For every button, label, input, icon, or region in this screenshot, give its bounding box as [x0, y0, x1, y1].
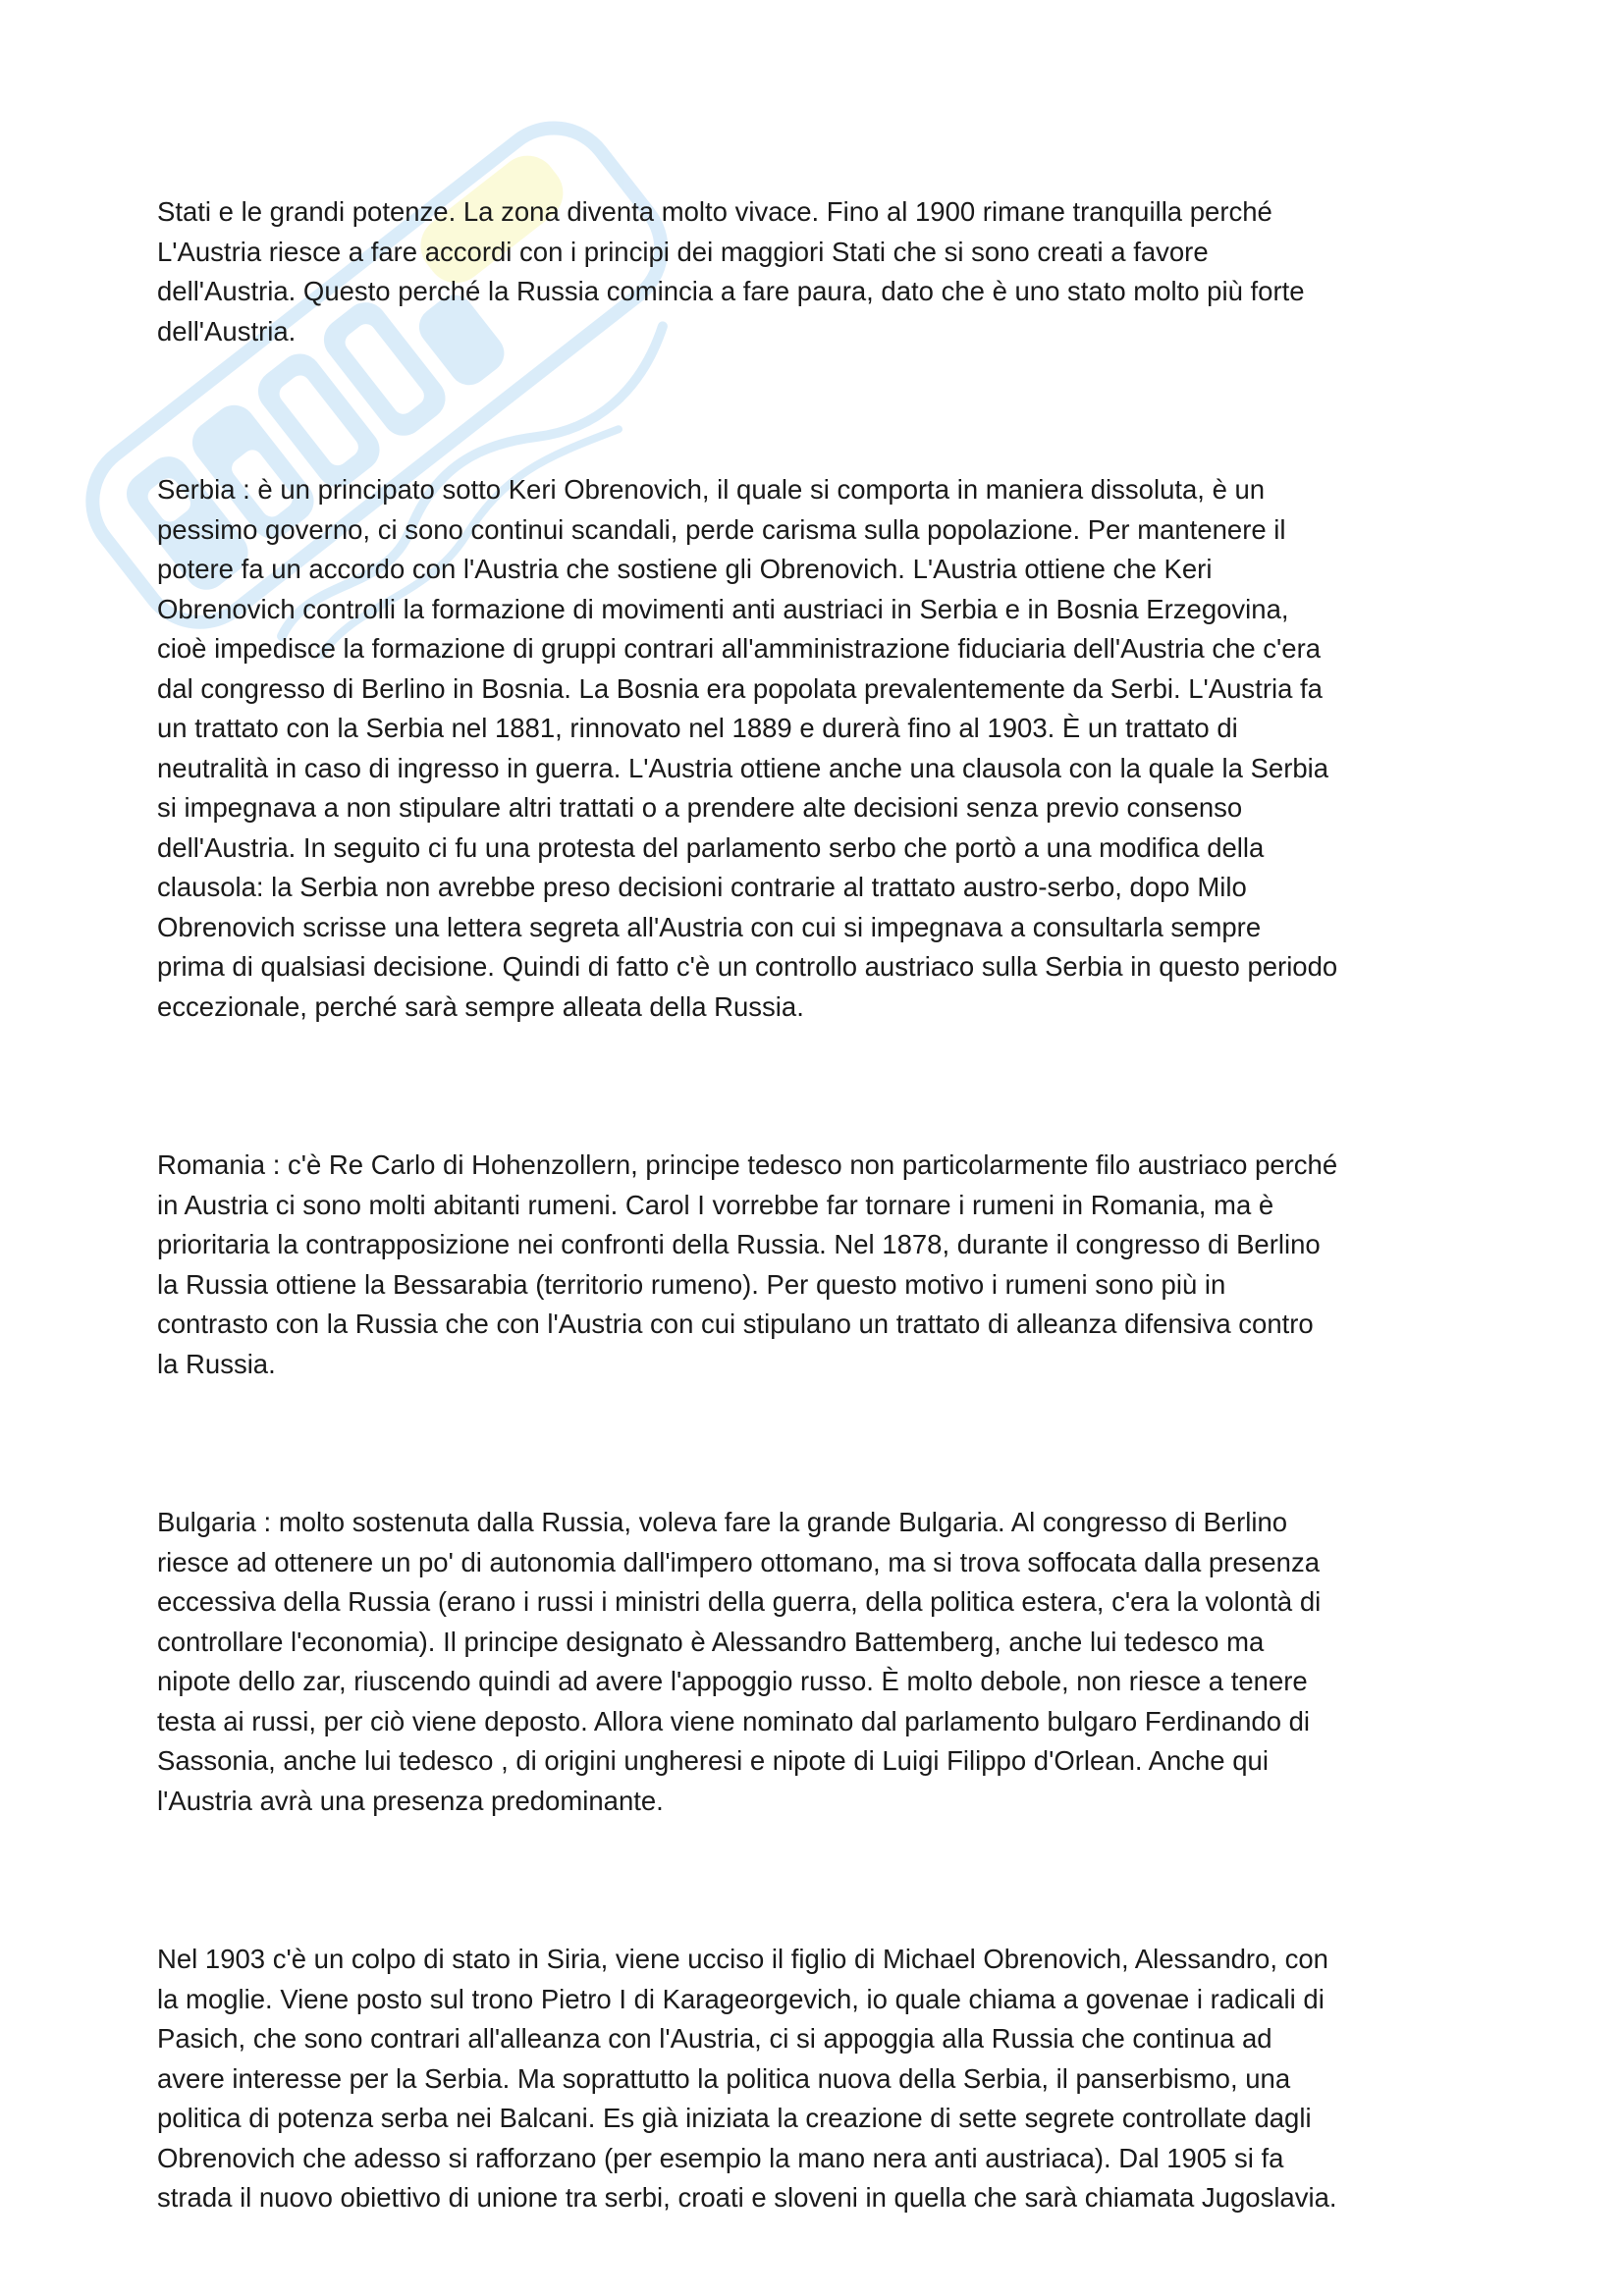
text-line: Romania : c'è Re Carlo di Hohenzollern, principe tedesco non particolarmente filo austriaco perché	[157, 1149, 1338, 1180]
text-line: Obrenovich che adesso si rafforzano (per esempio la mano nera anti austriaca). Dal 1905 si fa	[157, 2142, 1284, 2173]
text-line: dell'Austria. In seguito ci fu una protesta del parlamento serbo che portò a una modifica della	[157, 831, 1265, 863]
text-line: L'Austria riesce a fare accordi con i principi dei maggiori Stati che si sono creati a favore	[157, 236, 1209, 267]
text-line: Pasich, che sono contrari all'alleanza con l'Austria, ci si appoggia alla Russia che continua ad	[157, 2023, 1272, 2054]
text-line: dal congresso di Berlino in Bosnia. La Bosnia era popolata prevalentemente da Serbi. L'Austria fa	[157, 672, 1323, 704]
text-line: politica di potenza serba nei Balcani. Es già iniziata la creazione di sette segrete controllate dagli	[157, 2103, 1312, 2133]
text-line: l'Austria avrà una presenza predominante.	[157, 1785, 664, 1816]
text-line: pessimo governo, ci sono continui scandali, perde carisma sulla popolazione. Per mantenere il	[157, 513, 1286, 545]
text-line: nipote dello zar, riuscendo quindi ad avere l'appoggio russo. È molto debole, non riesce a tenere	[157, 1666, 1308, 1696]
text-line: Obrenovich scrisse una lettera segreta all'Austria con cui si impegnava a consultarla sempre	[157, 911, 1262, 942]
text-line: neutralità in caso di ingresso in guerra. L'Austria ottiene anche una clausola con la quale la Serbia	[157, 752, 1329, 783]
paragraph-spacer	[157, 1384, 1483, 1503]
text-line: Serbia : è un principato sotto Keri Obrenovich, il quale si comporta in maniera dissoluta, è un	[157, 474, 1266, 505]
paragraph-spacer	[157, 1027, 1483, 1146]
text-line: dell'Austria.	[157, 315, 297, 347]
text-line: Obrenovich controlli la formazione di movimenti anti austriaci in Serbia e in Bosnia Erzegovina,	[157, 593, 1289, 624]
paragraph-coup-1903	[157, 1940, 1483, 2218]
text-line: eccessiva della Russia (erano i russi i ministri della guerra, della politica estera, c'era la volontà di	[157, 1586, 1322, 1617]
text-line: strada il nuovo obiettivo di unione tra serbi, croati e sloveni in quella che sarà chiamata Jugoslavia.	[157, 2182, 1337, 2213]
text-line: Stati e le grandi potenze. La zona diventa molto vivace. Fino al 1900 rimane tranquilla perché	[157, 196, 1272, 227]
text-line: la Russia.	[157, 1348, 276, 1379]
text-line: clausola: la Serbia non avrebbe preso decisioni contrarie al trattato austro-serbo, dopo Milo	[157, 872, 1247, 902]
text-line: Nel 1903 c'è un colpo di stato in Siria, viene ucciso il figlio di Michael Obrenovich, Alessandro, con	[157, 1944, 1328, 1974]
text-line: Bulgaria : molto sostenuta dalla Russia, voleva fare la grande Bulgaria. Al congresso di Berlino	[157, 1507, 1288, 1537]
text-line: eccezionale, perché sarà sempre alleata della Russia.	[157, 990, 804, 1022]
text-line: prioritaria la contrapposizione nei confronti della Russia. Nel 1878, durante il congresso di Berlino	[157, 1229, 1321, 1259]
text-line: riesce ad ottenere un po' di autonomia dall'impero ottomano, ma si trova soffocata dalla presenza	[157, 1546, 1321, 1577]
text-line: controllare l'economia). Il principe designato è Alessandro Battemberg, anche lui tedesco ma	[157, 1626, 1265, 1657]
paragraph-serbia	[157, 470, 1483, 1027]
text-line: si impegnava a non stipulare altri trattati o a prendere alte decisioni senza previo consenso	[157, 792, 1243, 823]
paragraph-bulgaria	[157, 1503, 1483, 1821]
text-line: Sassonia, anche lui tedesco , di origini ungheresi e nipote di Luigi Filippo d'Orlean. Anche qui	[157, 1745, 1269, 1776]
text-line: cioè impedisce la formazione di gruppi contrari all'amministrazione fiduciaria dell'Austria che c'era	[157, 633, 1322, 664]
paragraph-spacer	[157, 1821, 1483, 1940]
text-line: un trattato con la Serbia nel 1881, rinnovato nel 1889 e durerà fino al 1903. È un trattato di	[157, 713, 1238, 743]
paragraph-intro	[157, 192, 1483, 351]
text-line: dell'Austria. Questo perché la Russia comincia a fare paura, dato che è uno stato molto più forte	[157, 276, 1305, 306]
text-line: avere interesse per la Serbia. Ma soprattutto la politica nuova della Serbia, il panserbismo, una	[157, 2062, 1291, 2094]
document-body	[157, 192, 1483, 2218]
paragraph-spacer	[157, 351, 1483, 470]
text-line: la Russia ottiene la Bessarabia (territorio rumeno). Per questo motivo i rumeni sono più in	[157, 1268, 1226, 1300]
text-line: la moglie. Viene posto sul trono Pietro I di Karageorgevich, io quale chiama a govenae i radicali di	[157, 1983, 1325, 2014]
paragraph-romania	[157, 1146, 1483, 1384]
text-line: contrasto con la Russia che con l'Austria con cui stipulano un trattato di alleanza difensiva contro	[157, 1308, 1314, 1339]
text-line: in Austria ci sono molti abitanti rumeni. Carol I vorrebbe far tornare i rumeni in Romania, ma è	[157, 1189, 1274, 1220]
text-line: prima di qualsiasi decisione. Quindi di fatto c'è un controllo austriaco sulla Serbia in questo periodo	[157, 951, 1338, 982]
text-line: testa ai russi, per ciò viene deposto. Allora viene nominato dal parlamento bulgaro Ferdinando di	[157, 1705, 1311, 1736]
text-line: potere fa un accordo con l'Austria che sostiene gli Obrenovich. L'Austria ottiene che Keri	[157, 554, 1213, 584]
